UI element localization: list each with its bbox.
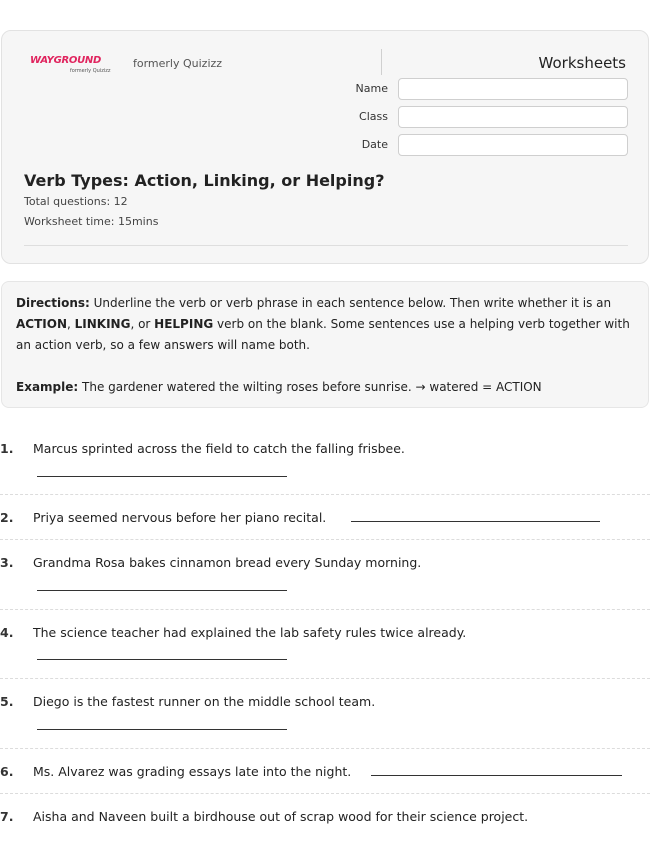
question-text: Aisha and Naveen built a birdhouse out of scrap wood for their science project. (33, 809, 529, 824)
logo-subtext: formerly Quizizz (70, 68, 111, 74)
answer-blank[interactable] (371, 775, 622, 776)
directions-text: verb on the blank. Some sentences use a helping verb together with an action verb, so a few answers will name both. (16, 317, 630, 352)
total-questions: Total questions: 12 (24, 195, 128, 208)
question-text: Marcus sprinted across the field to catch the falling frisbee. (33, 441, 405, 456)
question-number: 4. (0, 625, 14, 640)
question-text: Ms. Alvarez was grading essays late into the night. (33, 764, 352, 779)
action-keyword: ACTION (16, 317, 67, 331)
question-text: Diego is the fastest runner on the middle school team. (33, 694, 376, 709)
answer-blank[interactable] (351, 521, 600, 522)
header-divider (381, 49, 382, 75)
class-label: Class (359, 110, 388, 123)
header-rule (24, 245, 628, 246)
question-divider (0, 609, 650, 610)
question-divider (0, 748, 650, 749)
answer-blank[interactable] (37, 476, 287, 477)
question-number: 1. (0, 441, 14, 456)
worksheet-time: Worksheet time: 15mins (24, 215, 159, 228)
answer-blank[interactable] (37, 729, 287, 730)
question-number: 6. (0, 764, 14, 779)
directions-box (1, 281, 649, 408)
question-divider (0, 539, 650, 540)
helping-keyword: HELPING (154, 317, 214, 331)
answer-blank[interactable] (37, 590, 287, 591)
worksheets-label: Worksheets (538, 54, 626, 72)
question-number: 7. (0, 809, 14, 824)
wayground-logo (30, 55, 120, 77)
logo-wordmark: WAYGROUND (30, 55, 102, 66)
question-text: Grandma Rosa bakes cinnamon bread every Sunday morning. (33, 555, 422, 570)
date-label: Date (361, 138, 388, 151)
directions-separator: , (67, 317, 75, 331)
worksheet-header (1, 30, 649, 264)
linking-keyword: LINKING (74, 317, 131, 331)
question-text: Priya seemed nervous before her piano recital. (33, 510, 327, 525)
class-field[interactable] (398, 106, 628, 128)
example-text: The gardener watered the wilting roses before sunrise. → watered = ACTION (78, 380, 542, 394)
name-label: Name (355, 82, 388, 95)
directions-separator: , or (130, 317, 155, 331)
question-number: 2. (0, 510, 14, 525)
answer-blank[interactable] (37, 659, 287, 660)
question-divider (0, 678, 650, 679)
question-number: 3. (0, 555, 14, 570)
example-label: Example: (16, 380, 79, 394)
question-number: 5. (0, 694, 14, 709)
directions-text: Underline the verb or verb phrase in each sentence below. Then write whether it is an (89, 296, 612, 310)
formerly-label: formerly Quizizz (133, 57, 223, 70)
question-text: The science teacher had explained the lab safety rules twice already. (33, 625, 467, 640)
directions-label: Directions: (16, 296, 90, 310)
question-divider (0, 793, 650, 794)
directions-paragraph (16, 293, 634, 356)
question-divider (0, 494, 650, 495)
example-line (16, 377, 634, 398)
name-field[interactable] (398, 78, 628, 100)
worksheet-title: Verb Types: Action, Linking, or Helping? (24, 171, 385, 190)
date-field[interactable] (398, 134, 628, 156)
